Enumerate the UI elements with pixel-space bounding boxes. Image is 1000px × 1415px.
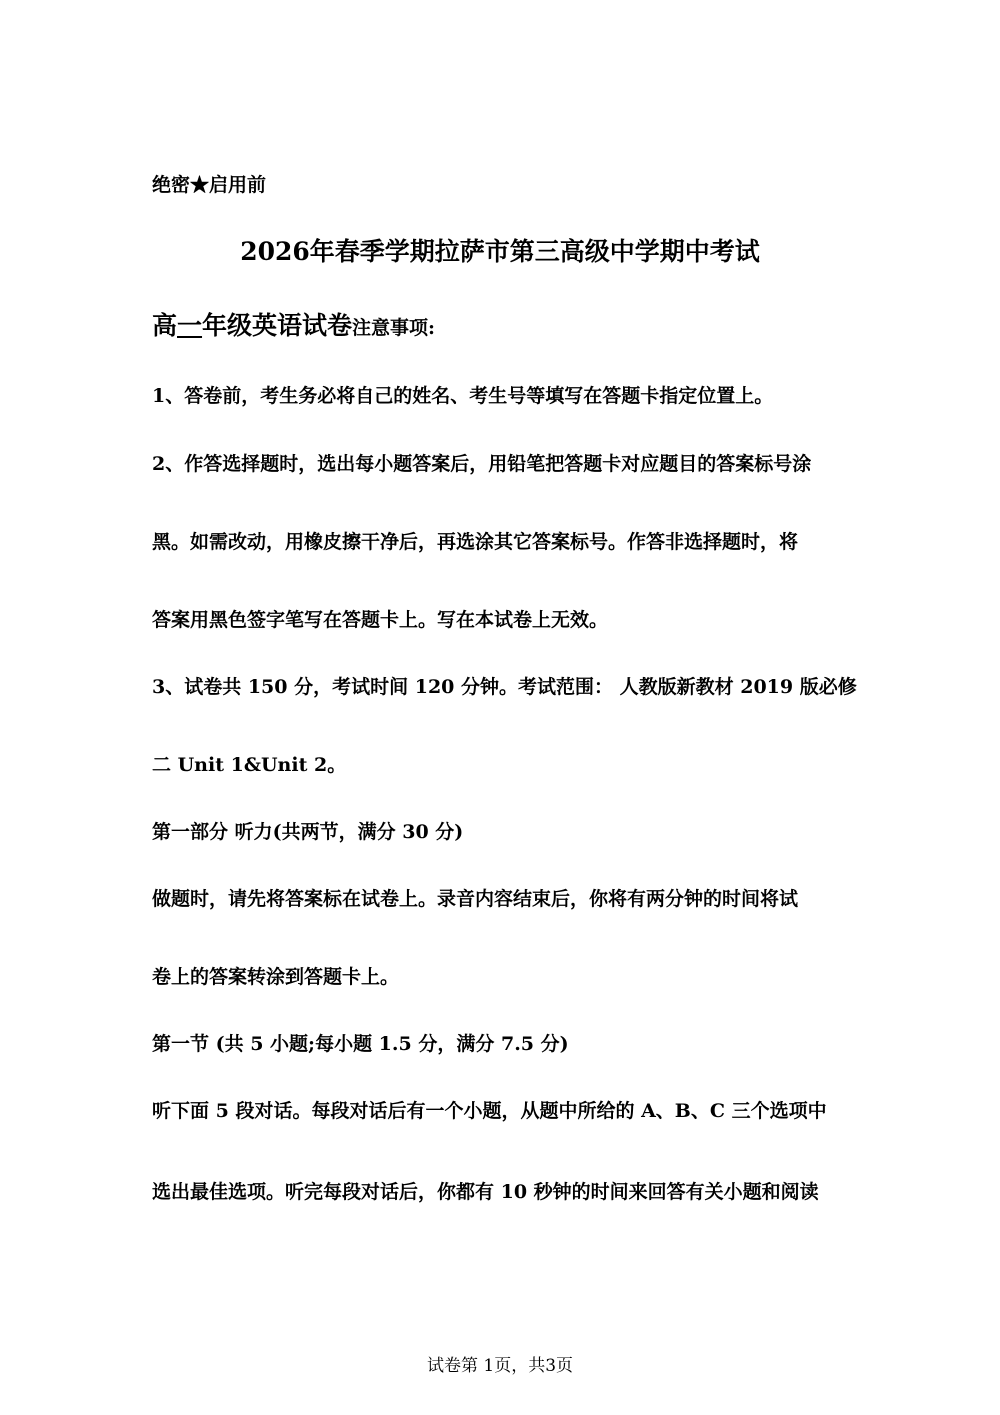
instruction-item-1: 1、答卷前，考生务必将自己的姓名、考生号等填写在答题卡指定位置上。 [152, 385, 774, 407]
part-one-heading: 第一部分 听力(共两节，满分 30 分) [152, 821, 464, 843]
instruction-item-3-line-2: 二 Unit 1&Unit 2。 [152, 754, 347, 776]
part-one-description-line-2: 卷上的答案转涂到答题卡上。 [152, 966, 400, 988]
instruction-item-2-line-2: 黑。如需改动，用橡皮擦干净后，再选涂其它答案标号。作答非选择题时，将 [152, 531, 799, 553]
section-one-description-line-2: 选出最佳选项。听完每段对话后，你都有 10 秒钟的时间来回答有关小题和阅读 [152, 1181, 819, 1203]
page-footer: 试卷第 1页，共3页 [426, 1356, 574, 1376]
instruction-item-3-line-1: 3、试卷共 150 分，考试时间 120 分钟。考试范围： 人教版新教材 2019 版必修 [152, 676, 857, 698]
section-one-heading: 第一节 (共 5 小题;每小题 1.5 分，满分 7.5 分) [152, 1033, 569, 1055]
grade-suffix: 年级英语试卷 [202, 311, 353, 340]
exam-subtitle [152, 310, 435, 344]
exam-title: 2026年春季学期拉萨市第三高级中学期中考试 [240, 237, 760, 266]
section-one-description-line-1: 听下面 5 段对话。每段对话后有一个小题，从题中所给的 A、B、C 三个选项中 [152, 1100, 827, 1122]
confidential-mark: 绝密★启用前 [152, 174, 267, 196]
instruction-item-2-line-3: 答案用黑色签字笔写在答题卡上。写在本试卷上无效。 [152, 609, 609, 631]
grade-prefix: 高 [152, 311, 178, 340]
grade-number: 一 [177, 311, 203, 340]
notice-label: 注意事项: [352, 317, 436, 339]
part-one-description-line-1: 做题时，请先将答案标在试卷上。录音内容结束后，你将有两分钟的时间将试 [152, 888, 799, 910]
instruction-item-2-line-1: 2、作答选择题时，选出每小题答案后，用铅笔把答题卡对应题目的答案标号涂 [152, 453, 812, 475]
